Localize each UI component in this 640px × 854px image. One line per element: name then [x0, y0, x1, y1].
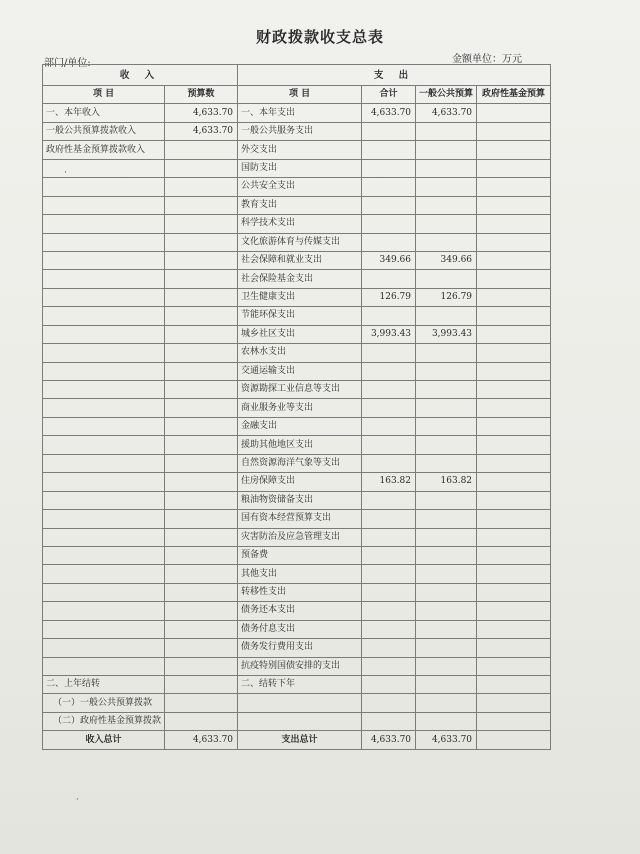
income-budget — [165, 141, 238, 159]
income-item — [43, 251, 165, 269]
expense-general — [416, 694, 477, 712]
expense-general — [416, 270, 477, 288]
expense-item: 资源勘探工业信息等支出 — [238, 381, 362, 399]
expense-total — [362, 546, 416, 564]
income-budget: 4,633.70 — [165, 122, 238, 140]
expense-general — [416, 178, 477, 196]
expense-total: 3,993.43 — [362, 325, 416, 343]
expense-fund-total — [477, 731, 551, 749]
expense-total — [362, 657, 416, 675]
income-budget — [165, 399, 238, 417]
table-row — [43, 122, 551, 140]
table-row — [43, 510, 551, 528]
expense-fund — [477, 122, 551, 140]
expense-fund — [477, 233, 551, 251]
expense-general — [416, 583, 477, 601]
income-item — [43, 178, 165, 196]
expense-fund — [477, 583, 551, 601]
expense-general — [416, 620, 477, 638]
expense-fund — [477, 454, 551, 472]
expense-total-label: 支出总计 — [238, 731, 362, 749]
expense-item: 转移性支出 — [238, 583, 362, 601]
income-budget — [165, 694, 238, 712]
expense-item: 城乡社区支出 — [238, 325, 362, 343]
expense-general — [416, 362, 477, 380]
income-budget — [165, 344, 238, 362]
table-row — [43, 270, 551, 288]
income-budget — [165, 288, 238, 306]
expense-fund — [477, 141, 551, 159]
table-row — [43, 288, 551, 306]
expense-total-value: 4,633.70 — [362, 731, 416, 749]
expense-general: 349.66 — [416, 251, 477, 269]
table-row — [43, 141, 551, 159]
expense-total — [362, 565, 416, 583]
table-row — [43, 436, 551, 454]
expense-total — [362, 712, 416, 730]
expense-item: 公共安全支出 — [238, 178, 362, 196]
table-row — [43, 528, 551, 546]
income-budget — [165, 583, 238, 601]
table-row — [43, 178, 551, 196]
income-item — [43, 565, 165, 583]
expense-fund — [477, 491, 551, 509]
expense-total — [362, 417, 416, 435]
table-row — [43, 473, 551, 491]
expense-total — [362, 694, 416, 712]
expense-total — [362, 510, 416, 528]
expense-item: 自然资源海洋气象等支出 — [238, 454, 362, 472]
expense-total — [362, 620, 416, 638]
expense-fund — [477, 270, 551, 288]
expense-fund — [477, 251, 551, 269]
expense-general — [416, 122, 477, 140]
income-budget — [165, 602, 238, 620]
table-row — [43, 546, 551, 564]
income-total-value: 4,633.70 — [165, 731, 238, 749]
income-budget — [165, 307, 238, 325]
table-row — [43, 251, 551, 269]
expense-total — [362, 141, 416, 159]
income-item — [43, 417, 165, 435]
table-row — [43, 676, 551, 694]
income-item — [43, 344, 165, 362]
expense-item: 灾害防治及应急管理支出 — [238, 528, 362, 546]
income-item — [43, 196, 165, 214]
expense-general — [416, 233, 477, 251]
expense-item: 抗疫特别国债安排的支出 — [238, 657, 362, 675]
income-item — [43, 657, 165, 675]
expense-item: 文化旅游体育与传媒支出 — [238, 233, 362, 251]
expense-fund — [477, 510, 551, 528]
expense-fund — [477, 639, 551, 657]
expense-general — [416, 565, 477, 583]
expense-general-total: 4,633.70 — [416, 731, 477, 749]
budget-summary-table — [42, 64, 551, 750]
expense-total — [362, 639, 416, 657]
expense-item: 住房保障支出 — [238, 473, 362, 491]
department-label: 部门/单位: — [44, 58, 91, 69]
income-budget — [165, 178, 238, 196]
expense-fund — [477, 694, 551, 712]
table-row — [43, 362, 551, 380]
income-budget — [165, 510, 238, 528]
stray-mark: · — [76, 795, 79, 805]
expense-fund — [477, 676, 551, 694]
income-item: （一）一般公共预算拨款 — [43, 694, 165, 712]
expense-total — [362, 602, 416, 620]
table-row — [43, 196, 551, 214]
expense-item: 卫生健康支出 — [238, 288, 362, 306]
page-title: 财政拨款收支总表 — [255, 28, 384, 46]
expense-item: 债务付息支出 — [238, 620, 362, 638]
col-income-item: 项 目 — [43, 86, 165, 104]
income-budget — [165, 381, 238, 399]
table-row — [43, 565, 551, 583]
table-row — [43, 233, 551, 251]
expense-total — [362, 344, 416, 362]
expense-total — [362, 436, 416, 454]
income-budget — [165, 159, 238, 177]
expense-total — [362, 215, 416, 233]
income-item — [43, 215, 165, 233]
expense-general — [416, 307, 477, 325]
income-item: 二、上年结转 — [43, 676, 165, 694]
income-budget — [165, 233, 238, 251]
expense-item: 援助其他地区支出 — [238, 436, 362, 454]
expense-item: 一、本年支出 — [238, 104, 362, 122]
expense-general — [416, 639, 477, 657]
expense-total — [362, 307, 416, 325]
table-row — [43, 639, 551, 657]
expense-general — [416, 381, 477, 399]
income-item — [43, 270, 165, 288]
expense-item: 债务还本支出 — [238, 602, 362, 620]
expense-total — [362, 491, 416, 509]
expense-item: 交通运输支出 — [238, 362, 362, 380]
table-row — [43, 344, 551, 362]
expense-header: 支 出 — [238, 65, 551, 86]
expense-item: 一般公共服务支出 — [238, 122, 362, 140]
table-row — [43, 417, 551, 435]
table-row — [43, 454, 551, 472]
expense-fund — [477, 159, 551, 177]
expense-fund — [477, 565, 551, 583]
expense-general — [416, 657, 477, 675]
expense-general — [416, 491, 477, 509]
income-budget — [165, 473, 238, 491]
expense-total — [362, 362, 416, 380]
expense-total — [362, 381, 416, 399]
expense-general — [416, 712, 477, 730]
expense-item: 教育支出 — [238, 196, 362, 214]
income-item — [43, 620, 165, 638]
expense-general — [416, 546, 477, 564]
income-item — [43, 491, 165, 509]
expense-total — [362, 122, 416, 140]
income-header: 收 入 — [43, 65, 238, 86]
expense-general — [416, 399, 477, 417]
income-budget — [165, 270, 238, 288]
expense-fund — [477, 417, 551, 435]
expense-total — [362, 196, 416, 214]
expense-item — [238, 712, 362, 730]
expense-fund — [477, 546, 551, 564]
expense-fund — [477, 344, 551, 362]
table-row — [43, 215, 551, 233]
column-header-row — [43, 86, 551, 104]
col-income-budget: 预算数 — [165, 86, 238, 104]
income-item: 政府性基金预算拨款收入 — [43, 141, 165, 159]
expense-fund — [477, 436, 551, 454]
income-item — [43, 233, 165, 251]
expense-general — [416, 454, 477, 472]
expense-general — [416, 159, 477, 177]
expense-general — [416, 436, 477, 454]
income-budget — [165, 215, 238, 233]
table-row — [43, 104, 551, 122]
expense-item: 社会保险基金支出 — [238, 270, 362, 288]
expense-total — [362, 454, 416, 472]
income-budget — [165, 417, 238, 435]
table-row — [43, 620, 551, 638]
stray-mark: · — [64, 168, 67, 178]
income-item — [43, 454, 165, 472]
income-budget — [165, 436, 238, 454]
expense-general — [416, 417, 477, 435]
expense-fund — [477, 381, 551, 399]
income-budget — [165, 362, 238, 380]
expense-total — [362, 399, 416, 417]
expense-total — [362, 528, 416, 546]
income-budget — [165, 546, 238, 564]
table-row — [43, 307, 551, 325]
income-item — [43, 159, 165, 177]
expense-total — [362, 583, 416, 601]
expense-item: 二、结转下年 — [238, 676, 362, 694]
expense-fund — [477, 528, 551, 546]
income-item — [43, 381, 165, 399]
totals-row — [43, 731, 551, 749]
income-item — [43, 602, 165, 620]
expense-item: 农林水支出 — [238, 344, 362, 362]
expense-general — [416, 602, 477, 620]
expense-item: 粮油物资储备支出 — [238, 491, 362, 509]
income-item — [43, 546, 165, 564]
income-item — [43, 362, 165, 380]
expense-general — [416, 510, 477, 528]
expense-item: 金融支出 — [238, 417, 362, 435]
expense-fund — [477, 325, 551, 343]
table-row — [43, 491, 551, 509]
col-expense-general: 一般公共预算 — [416, 86, 477, 104]
expense-fund — [477, 196, 551, 214]
section-header-row — [43, 65, 551, 86]
expense-item: 社会保障和就业支出 — [238, 251, 362, 269]
expense-general: 126.79 — [416, 288, 477, 306]
income-item — [43, 288, 165, 306]
expense-fund — [477, 104, 551, 122]
table-row — [43, 583, 551, 601]
expense-general: 4,633.70 — [416, 104, 477, 122]
expense-fund — [477, 620, 551, 638]
income-item — [43, 473, 165, 491]
expense-fund — [477, 288, 551, 306]
income-budget — [165, 491, 238, 509]
expense-fund — [477, 215, 551, 233]
income-item — [43, 436, 165, 454]
income-item — [43, 583, 165, 601]
expense-item — [238, 694, 362, 712]
expense-total — [362, 270, 416, 288]
expense-item: 其他支出 — [238, 565, 362, 583]
unit-label: 金额单位：万元 — [452, 54, 522, 65]
col-expense-item: 项 目 — [238, 86, 362, 104]
expense-general: 3,993.43 — [416, 325, 477, 343]
expense-general — [416, 344, 477, 362]
income-item — [43, 325, 165, 343]
income-item — [43, 399, 165, 417]
income-budget — [165, 454, 238, 472]
income-budget — [165, 639, 238, 657]
expense-general — [416, 215, 477, 233]
expense-general — [416, 676, 477, 694]
expense-total: 4,633.70 — [362, 104, 416, 122]
table-row — [43, 399, 551, 417]
expense-item: 外交支出 — [238, 141, 362, 159]
expense-total — [362, 233, 416, 251]
expense-item: 预备费 — [238, 546, 362, 564]
income-budget — [165, 620, 238, 638]
expense-item: 节能环保支出 — [238, 307, 362, 325]
table-row — [43, 159, 551, 177]
expense-item: 债务发行费用支出 — [238, 639, 362, 657]
expense-item: 国有资本经营预算支出 — [238, 510, 362, 528]
table-row — [43, 381, 551, 399]
table-row — [43, 325, 551, 343]
expense-item: 科学技术支出 — [238, 215, 362, 233]
expense-fund — [477, 602, 551, 620]
income-budget — [165, 712, 238, 730]
income-budget — [165, 196, 238, 214]
expense-fund — [477, 399, 551, 417]
expense-fund — [477, 473, 551, 491]
income-budget — [165, 657, 238, 675]
expense-total: 126.79 — [362, 288, 416, 306]
expense-item: 商业服务业等支出 — [238, 399, 362, 417]
table-row — [43, 712, 551, 730]
expense-fund — [477, 657, 551, 675]
expense-total: 349.66 — [362, 251, 416, 269]
expense-total — [362, 159, 416, 177]
income-budget — [165, 325, 238, 343]
income-item — [43, 639, 165, 657]
income-budget — [165, 528, 238, 546]
income-budget — [165, 565, 238, 583]
table-row — [43, 657, 551, 675]
expense-total: 163.82 — [362, 473, 416, 491]
income-budget — [165, 676, 238, 694]
table-row — [43, 694, 551, 712]
expense-total — [362, 178, 416, 196]
expense-general — [416, 196, 477, 214]
income-item — [43, 528, 165, 546]
table-row — [43, 602, 551, 620]
expense-total — [362, 676, 416, 694]
expense-general — [416, 528, 477, 546]
expense-fund — [477, 307, 551, 325]
income-total-label: 收入总计 — [43, 731, 165, 749]
expense-general: 163.82 — [416, 473, 477, 491]
income-budget: 4,633.70 — [165, 104, 238, 122]
income-item: （二）政府性基金预算拨款 — [43, 712, 165, 730]
expense-fund — [477, 712, 551, 730]
income-budget — [165, 251, 238, 269]
income-item — [43, 510, 165, 528]
income-item: 一、本年收入 — [43, 104, 165, 122]
expense-fund — [477, 362, 551, 380]
expense-general — [416, 141, 477, 159]
income-item: 一般公共预算拨款收入 — [43, 122, 165, 140]
col-expense-total: 合计 — [362, 86, 416, 104]
expense-fund — [477, 178, 551, 196]
expense-item: 国防支出 — [238, 159, 362, 177]
col-expense-fund: 政府性基金预算 — [477, 86, 551, 104]
income-item — [43, 307, 165, 325]
